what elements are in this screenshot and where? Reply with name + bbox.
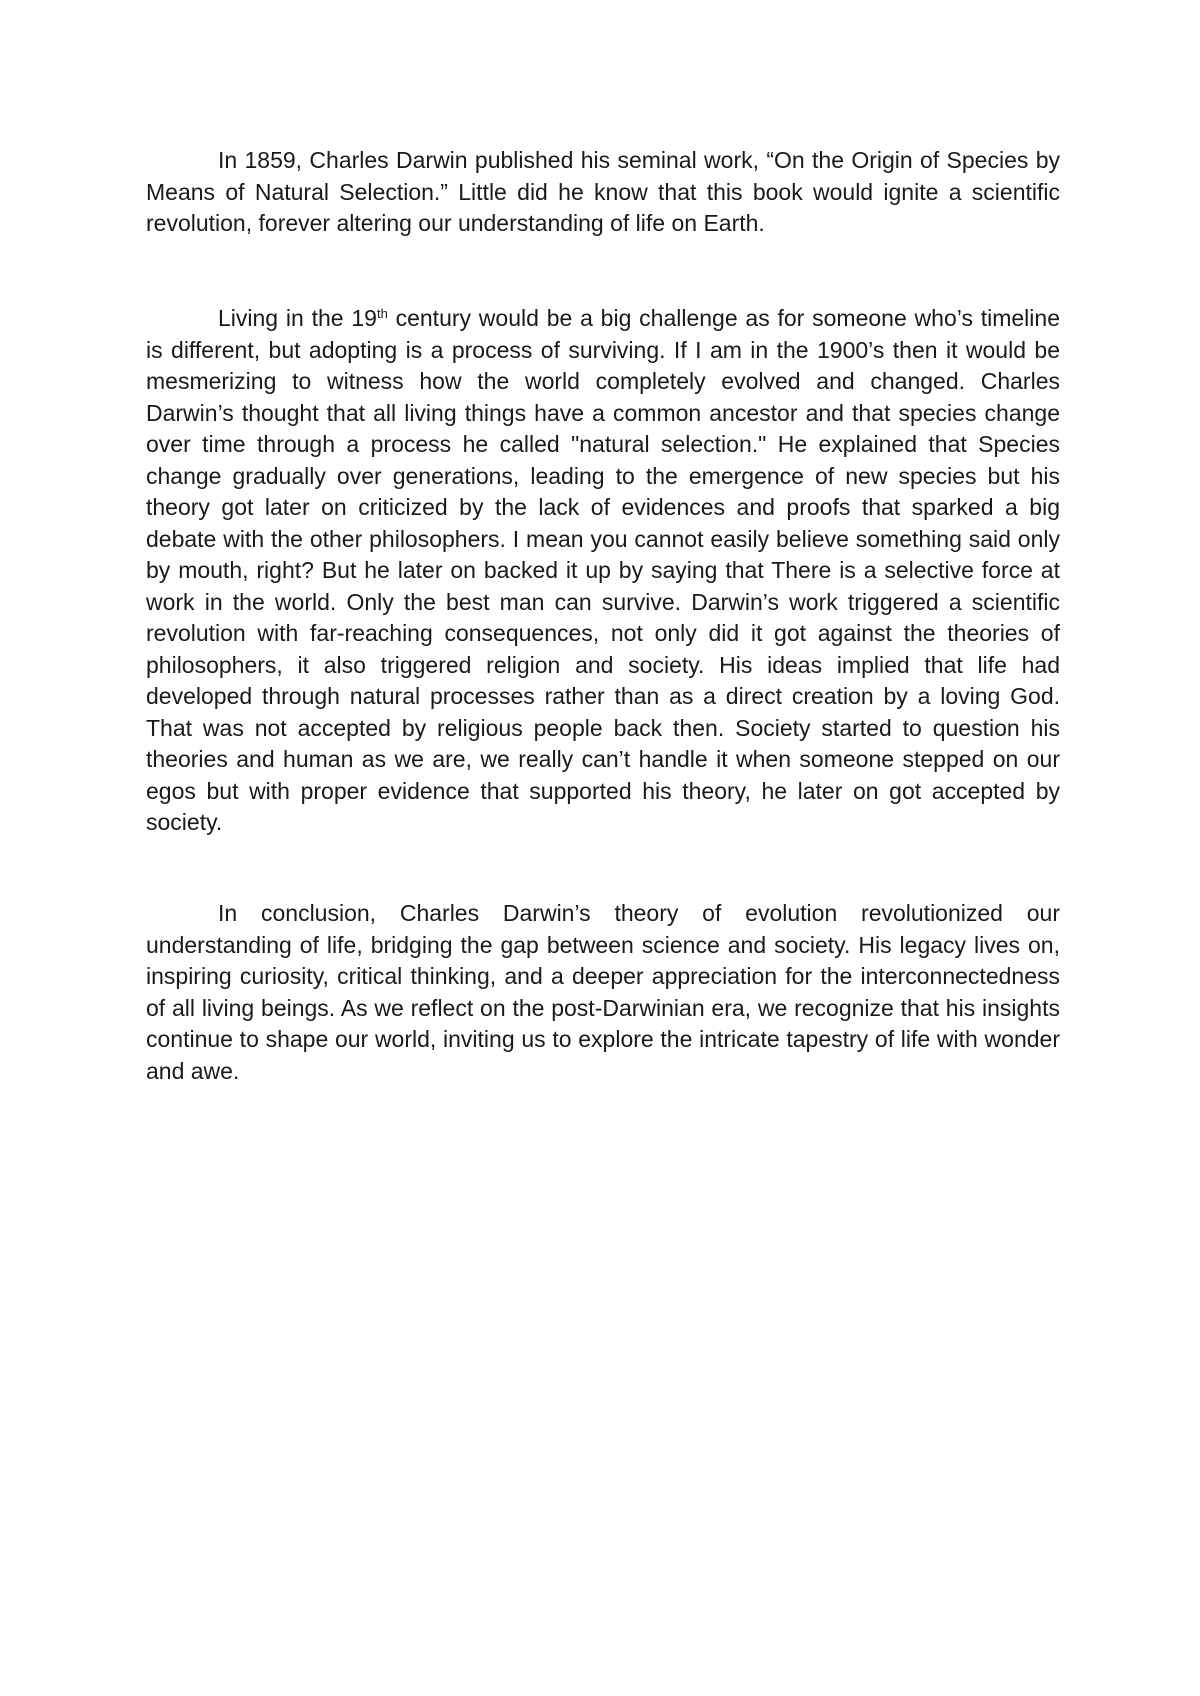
paragraph-conclusion-text: In conclusion, Charles Darwin’s theory of evolution revolutionized our understanding of life, bridging the gap between science and society. His legacy lives on, inspiring curiosity, critical thinking, and a deeper appreciation for the interconnectedness of all living beings. As we reflect on the post-Darwinian era, we recognize that his insights continue to shape our world, inviting us to explore the intricate tapestry of life with wonder and awe.: [146, 900, 1060, 1084]
paragraph-intro: [146, 145, 1060, 240]
paragraph-body: [146, 303, 1060, 839]
paragraph-body-text-start: Living in the 19: [218, 305, 377, 331]
ordinal-superscript: th: [376, 306, 388, 321]
paragraph-body-text-rest: century would be a big challenge as for someone who’s timeline is different, but adopting is a process of surviving. If I am in the 1900’s then it would be mesmerizing to witness how the world completely evolved and changed. Charles Darwin’s thought that all living things have a common ancestor and that species change over time through a process he called "natural selection." He explained that Species change gradually over generations, leading to the emergence of new species but his theory got later on criticized by the lack of evidences and proofs that sparked a big debate with the other philosophers. I mean you cannot easily believe something said only by mouth, right? But he later on backed it up by saying that There is a selective force at work in the world. Only the best man can survive. Darwin’s work triggered a scientific revolution with far-reaching consequences, not only did it got against the theories of philosophers, it also triggered religion and society. His ideas implied that life had developed through natural processes rather than as a direct creation by a loving God. That was not accepted by religious people back then. Society started to question his theories and human as we are, we really can’t handle it when someone stepped on our egos but with proper evidence that supported his theory, he later on got accepted by society.: [146, 305, 1060, 835]
paragraph-conclusion: [146, 898, 1060, 1087]
paragraph-intro-text: In 1859, Charles Darwin published his seminal work, “On the Origin of Species by Means of Natural Selection.” Little did he know that this book would ignite a scientific revolution, forever altering our understanding of life on Earth.: [146, 147, 1060, 236]
